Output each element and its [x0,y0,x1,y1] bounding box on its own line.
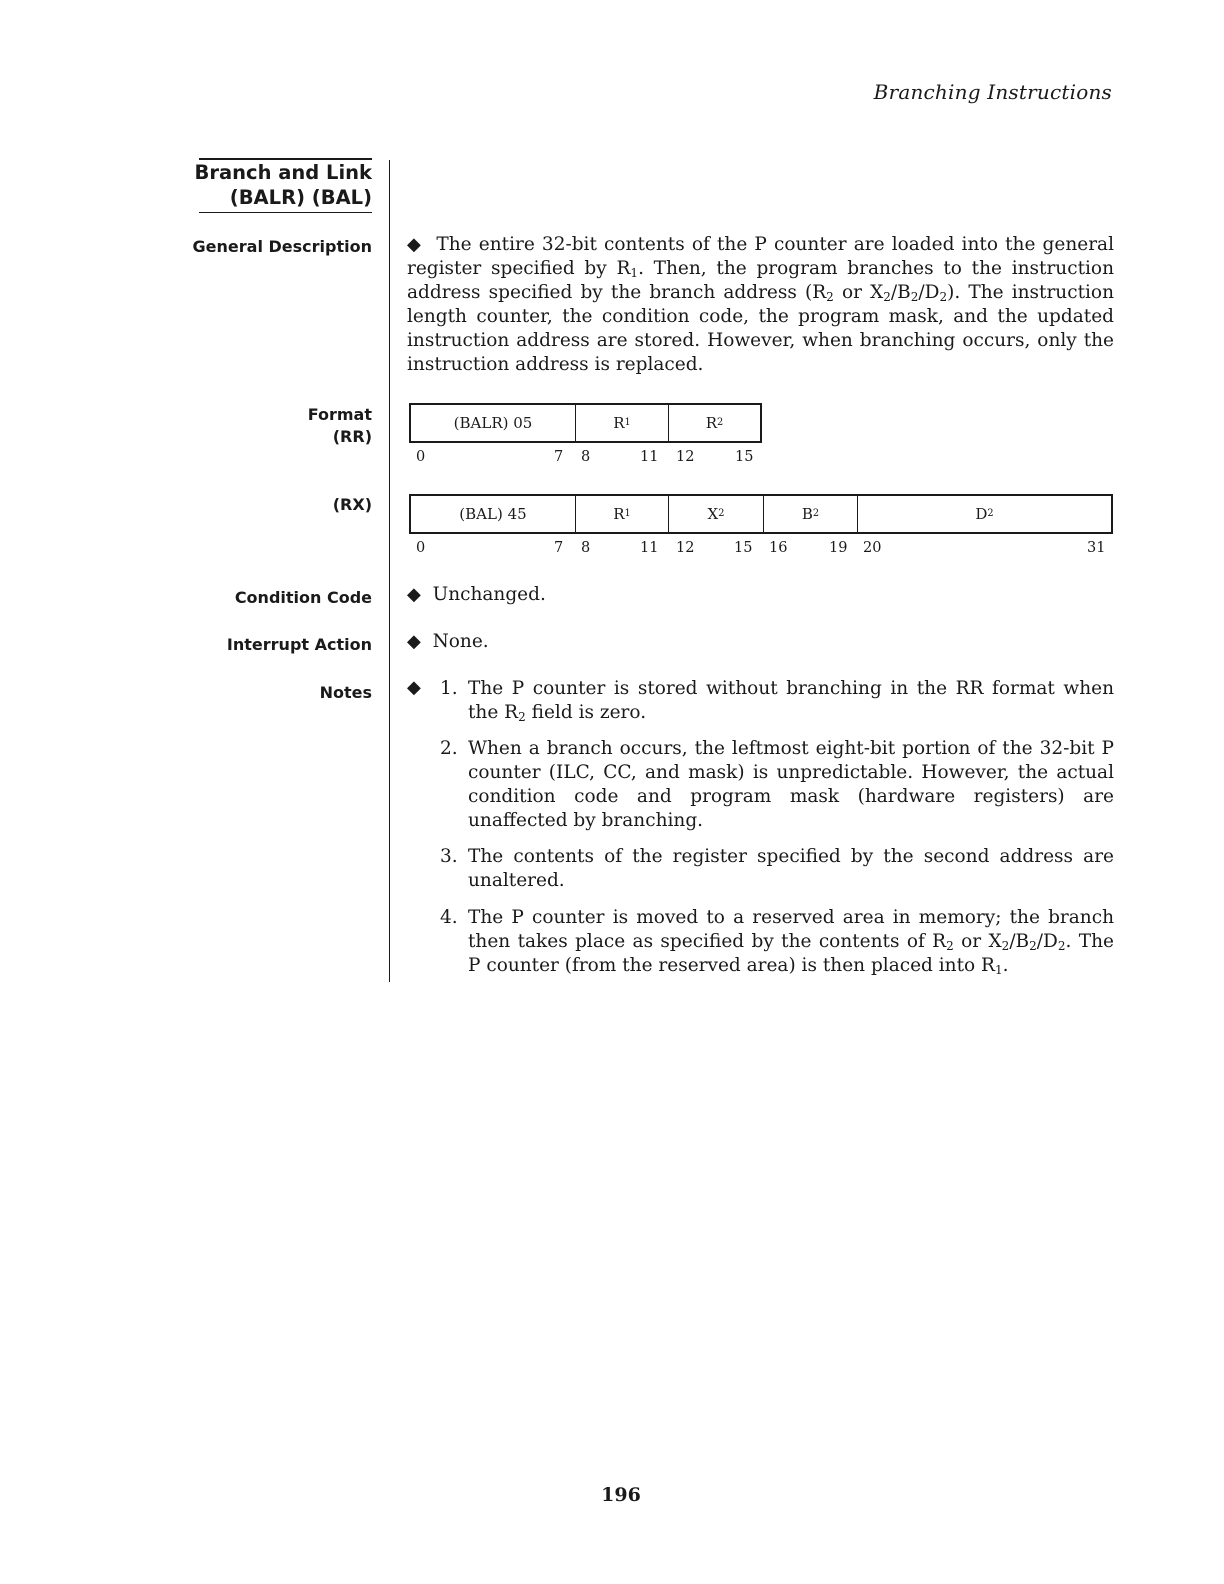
interrupt-action [407,630,1114,654]
gd-sub: 2 [939,290,948,304]
bit-label: 0 [416,540,426,556]
label-general-description: General Description [192,237,372,256]
bit-label: 12 [676,449,695,465]
title-rule-bottom [199,212,372,213]
label-format: Format [307,405,372,424]
running-head: Branching Instructions [873,80,1112,104]
rr-format-box [409,403,762,443]
general-description [407,233,1114,377]
note-number: 3. [440,846,458,867]
note-item: 4. The P counter is moved to a reserved area in memory; the branch then takes place as specified by the contents of $R_2$ or $X_2/B_2/D_2$. The P counter (from the reserved area) is then placed into $R_1$. [440,907,1114,977]
interrupt-action-text: None. [432,631,489,652]
gd-sub: 2 [910,290,919,304]
diamond-bullet-icon: ◆ [407,584,421,605]
diamond-bullet-icon: ◆ [407,234,423,255]
diamond-bullet-icon: ◆ [407,631,421,652]
section-title-line1: Branch and Link [194,161,372,184]
rr-field-r1: R 1 [576,405,669,441]
note-number: 4. [440,907,458,928]
note-number: 2. [440,738,458,759]
rx-format-box [409,494,1113,534]
column-divider [389,160,390,982]
bit-label: 20 [863,540,882,556]
note-item: 2. When a branch occurs, the leftmost eight-bit portion of the 32-bit P counter (ILC, CC, and mask) is unpredictable. However, the actual condition code and program mask (hardware registers) are unaffected by branching. [440,738,1114,831]
notes-bullet [407,677,421,698]
page-number: 196 [601,1484,641,1506]
bit-label: 19 [829,540,848,556]
bit-label: 31 [1087,540,1106,556]
bit-label: 15 [734,540,753,556]
gd-text: /B [890,282,911,303]
note-number: 1. [440,678,458,699]
bit-label: 7 [554,540,564,556]
rr-field-opcode: (BALR) 05 [411,405,576,441]
bit-label: 15 [735,449,754,465]
note-item: 1. The P counter is stored without branching in the RR format when the $R_2$ field is zero. [440,678,1114,724]
gd-sub: 2 [826,290,834,304]
gd-sub: 2 [883,290,891,304]
gd-text: or X [833,282,884,303]
bit-label: 11 [640,449,659,465]
gd-text: The entire 32-bit contents of the P counter are loaded into the general register specified by R [407,234,1115,279]
section-title [160,160,372,210]
label-interrupt-action: Interrupt Action [226,635,372,654]
gd-text: . Then, the program branches to the instruction address specified by the branch address (R [407,258,1114,303]
rr-bit-positions [0,449,1224,469]
label-condition-code: Condition Code [234,588,372,607]
condition-code [407,583,1114,607]
label-rr: (RR) [332,427,372,446]
gd-text: ). The instruction length counter, the condition code, the program mask, and the updated instruction address are stored. However, when branching occurs, only the instruction address is replaced. [407,282,1114,375]
bit-label: 7 [554,449,564,465]
rx-field-b2: B 2 [764,496,858,532]
rx-bit-positions [0,540,1224,560]
section-title-line2: (BALR) (BAL) [229,186,372,209]
rx-field-r1: R 1 [576,496,669,532]
rx-field-x2: X 2 [669,496,764,532]
note-item: 3. The contents of the register specified by the second address are unaltered. [440,846,1114,891]
label-notes: Notes [319,683,372,702]
condition-code-text: Unchanged. [432,584,546,605]
rx-field-opcode: (BAL) 45 [411,496,576,532]
rx-field-d2: D 2 [975,505,994,523]
bit-label: 8 [581,449,591,465]
bit-label: 16 [769,540,788,556]
label-rx: (RX) [332,495,372,514]
gd-sub: 1 [630,266,639,280]
diamond-bullet-icon: ◆ [407,677,421,698]
rr-field-r2: R 2 [705,414,724,432]
bit-label: 12 [676,540,695,556]
bit-label: 0 [416,449,426,465]
gd-text: /D [918,282,940,303]
bit-label: 8 [581,540,591,556]
bit-label: 11 [640,540,659,556]
